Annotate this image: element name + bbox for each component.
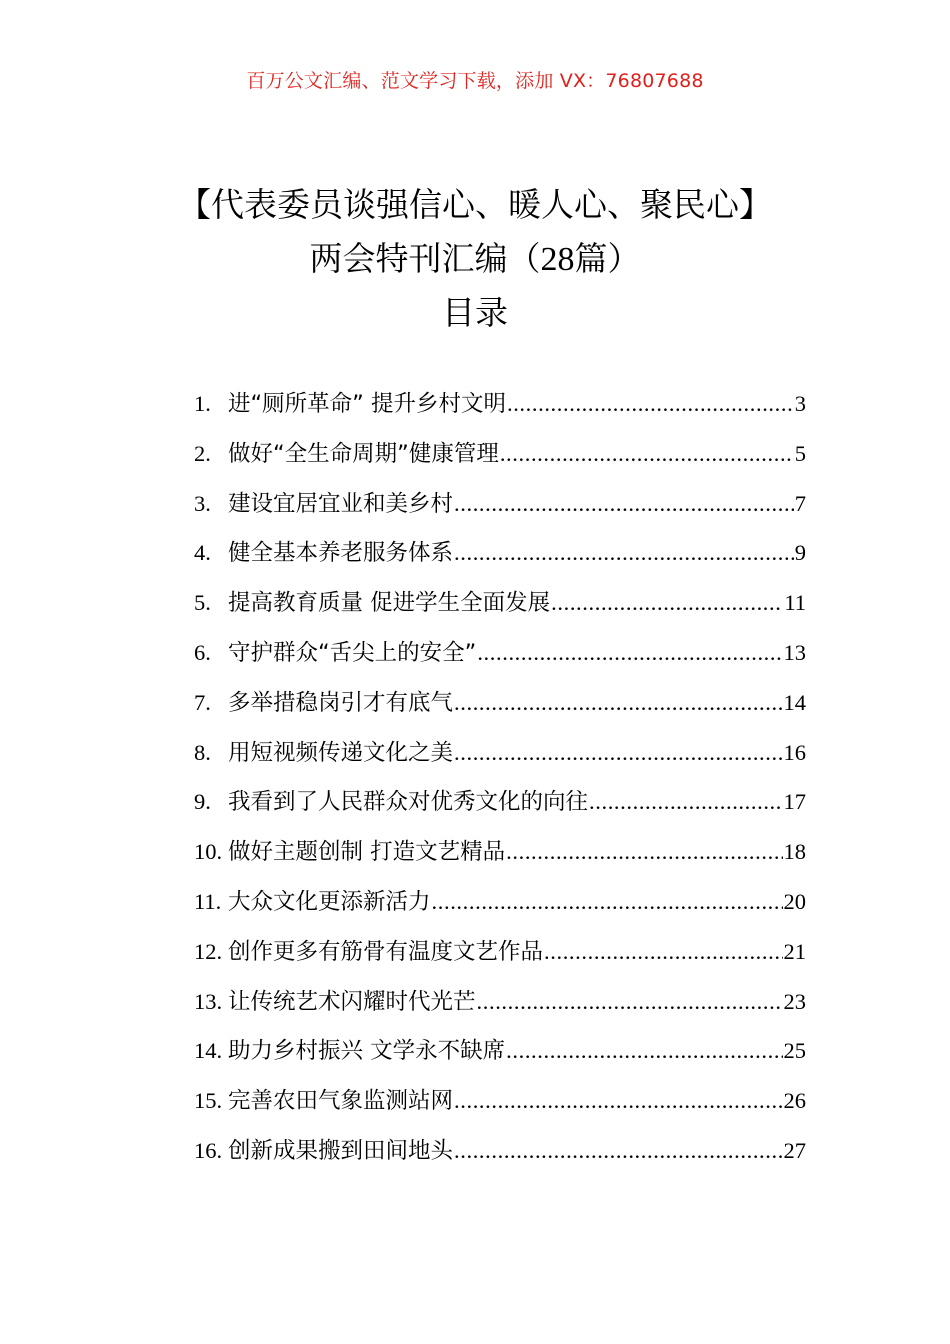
toc-entry-number: 7. [194,689,211,715]
toc-entry-page: 26 [783,1088,806,1114]
toc-entry-page: 7 [794,490,806,516]
toc-entry-number: 3. [194,490,211,516]
title-line-2-suffix: 篇） [574,239,641,278]
toc-leader-dots [589,782,782,822]
toc-entry-page: 13 [783,639,806,665]
title-line-1: 【代表委员谈强信心、暖人心、聚民心】 [178,185,772,224]
toc-entry-title: 进“厕所革命” 提升乡村文明 [228,391,506,417]
toc-leader-dots [500,434,794,474]
toc-entry-title: 多举措稳岗引才有底气 [228,689,454,716]
toc-entry-number: 13. [194,988,223,1014]
toc-entry-number: 15. [194,1088,223,1114]
toc-entry-page: 9 [794,540,806,566]
toc-entry-number: 5. [194,590,211,616]
toc-leader-dots [454,733,782,773]
toc-entry-title: 守护群众“舌尖上的安全” [228,639,477,666]
toc-entry[interactable] [194,533,806,583]
toc-entry-page: 27 [783,1137,806,1163]
toc-entry-title: 让传统艺术闪耀时代光芒 [228,988,476,1015]
toc-entry[interactable] [194,434,806,484]
toc-entry-title: 大众文化更添新活力 [228,888,431,915]
toc-entry-title: 健全基本养老服务体系 [228,540,454,567]
toc-entry[interactable] [194,982,806,1032]
toc-entry[interactable] [194,1031,806,1081]
toc-entry[interactable] [194,583,806,633]
toc-entry-number: 16. [194,1137,223,1163]
toc-entry-title: 完善农田气象监测站网 [228,1088,454,1115]
toc-entry-number: 6. [194,639,211,665]
toc-entry[interactable] [194,633,806,683]
toc-leader-dots [454,1131,782,1171]
toc-entry[interactable] [194,1131,806,1181]
toc-leader-dots [454,533,794,573]
toc-entry[interactable] [194,384,806,434]
toc-entry[interactable] [194,683,806,733]
table-of-contents [194,384,806,1181]
toc-leader-dots [506,832,782,872]
toc-entry-page: 14 [783,689,806,715]
toc-entry-title: 提高教育质量 促进学生全面发展 [228,590,551,617]
toc-entry-number: 9. [194,789,211,815]
toc-entry-page: 11 [784,590,806,616]
toc-entry-number: 10. [194,839,223,865]
toc-leader-dots [507,384,794,424]
toc-entry[interactable] [194,782,806,832]
toc-entry-number: 14. [194,1038,223,1064]
toc-entry[interactable] [194,1081,806,1131]
toc-leader-dots [544,932,782,972]
toc-entry-number: 1. [194,391,211,416]
title-block [0,178,950,340]
toc-leader-dots [454,484,794,524]
toc-leader-dots [551,583,783,623]
toc-entry-number: 11. [194,888,222,914]
title-article-count: 28 [540,241,575,278]
toc-leader-dots [477,633,782,673]
toc-entry-page: 23 [783,988,806,1014]
toc-entry-title: 做好“全生命周期”健康管理 [228,440,499,467]
toc-leader-dots [454,683,782,723]
toc-entry-page: 17 [783,789,806,815]
toc-entry-title: 我看到了人民群众对优秀文化的向往 [228,789,589,816]
toc-heading: 目录 [442,293,508,332]
toc-entry-number: 2. [194,440,211,466]
toc-entry[interactable] [194,733,806,783]
toc-leader-dots [506,1031,782,1071]
toc-entry-title: 用短视频传递文化之美 [228,739,454,766]
toc-entry-page: 18 [783,839,806,865]
toc-leader-dots [477,982,783,1022]
toc-entry-page: 25 [783,1038,806,1064]
toc-entry-page: 3 [794,391,806,416]
toc-entry-number: 4. [194,540,211,566]
toc-entry-page: 16 [783,739,806,765]
toc-entry-number: 12. [194,938,223,964]
toc-entry[interactable] [194,484,806,534]
toc-entry-title: 建设宜居宜业和美乡村 [228,490,454,517]
toc-entry-title: 助力乡村振兴 文学永不缺席 [228,1038,506,1065]
title-line-2-prefix: 两会特刊汇编（ [309,239,541,278]
header-note: 百万公文汇编、范文学习下载，添加 VX：76807688 [246,70,704,92]
toc-entry-title: 做好主题创制 打造文艺精品 [228,839,506,866]
toc-leader-dots [432,882,783,922]
title-line-2 [0,232,950,286]
toc-leader-dots [454,1081,782,1121]
toc-entry-title: 创作更多有筋骨有温度文艺作品 [228,938,544,965]
toc-entry-number: 8. [194,739,211,765]
toc-entry[interactable] [194,932,806,982]
toc-entry-page: 5 [794,440,806,466]
toc-entry-title: 创新成果搬到田间地头 [228,1137,454,1164]
toc-entry[interactable] [194,882,806,932]
toc-entry[interactable] [194,832,806,882]
toc-entry-page: 21 [783,938,806,964]
toc-entry-page: 20 [783,888,806,914]
